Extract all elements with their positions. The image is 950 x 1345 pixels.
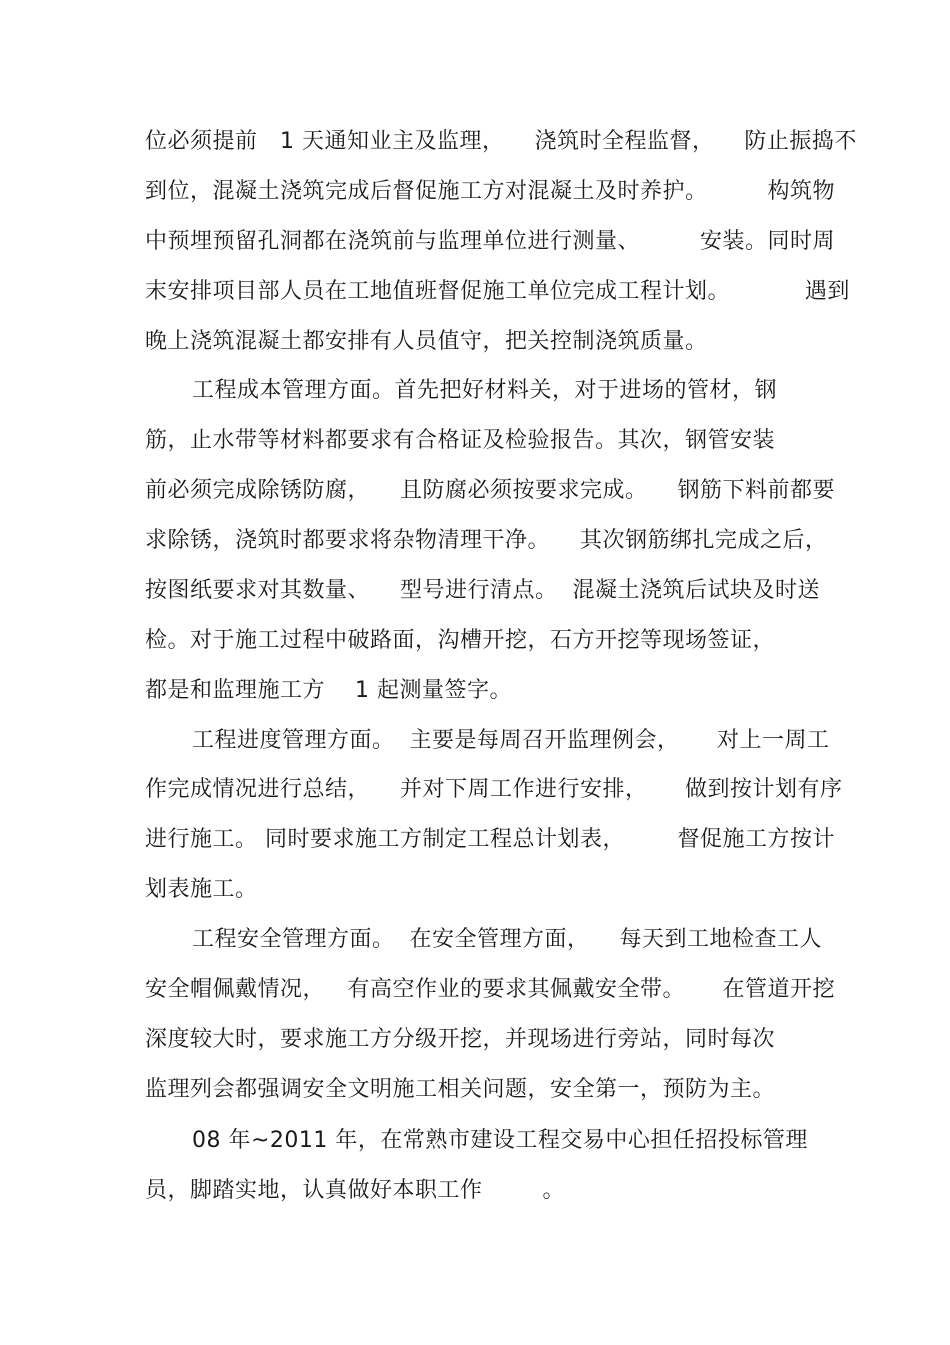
text-line: 员，脚踏实地，认真做好本职工作 。 <box>145 1178 565 1203</box>
text-line: 前必须完成除锈防腐， 且防腐必须按要求完成。 钢筋下料前都要 <box>145 478 835 503</box>
text-line: 安全帽佩戴情况， 有高空作业的要求其佩戴安全带。 在管道开挖 <box>145 977 835 1002</box>
paragraph-first-line: 08 年~2011 年，在常熟市建设工程交易中心担任招投标管理 <box>192 1128 808 1153</box>
text-line: 按图纸要求对其数量、 型号进行清点。 混凝土浇筑后试块及时送 <box>145 578 820 603</box>
text-line: 求除锈，浇筑时都要求将杂物清理干净。 其次钢筋绑扎完成之后， <box>145 528 828 553</box>
text-line: 深度较大时，要求施工方分级开挖，并现场进行旁站，同时每次 <box>145 1027 776 1052</box>
text-line: 到位，混凝土浇筑完成后督促施工方对混凝土及时养护。 构筑物 <box>145 179 835 204</box>
text-line: 位必须提前 1 天通知业主及监理， 浇筑时全程监督， 防止振捣不 <box>145 129 857 154</box>
paragraph-first-line: 工程进度管理方面。 主要是每周召开监理例会， 对上一周工 <box>192 728 830 753</box>
paragraph-first-line: 工程安全管理方面。 在安全管理方面， 每天到工地检查工人 <box>192 927 822 952</box>
text-line: 都是和监理施工方 1 起测量签字。 <box>145 678 512 703</box>
text-line: 划表施工。 <box>145 877 258 902</box>
text-line: 晚上浇筑混凝土都安排有人员值守，把关控制浇筑质量。 <box>145 329 708 354</box>
text-line: 筋，止水带等材料都要求有合格证及检验报告。其次，钢管安装 <box>145 428 776 453</box>
paragraph-first-line: 工程成本管理方面。首先把好材料关，对于进场的管材，钢 <box>192 378 778 403</box>
text-line: 末安排项目部人员在工地值班督促施工单位完成工程计划。 遇到 <box>145 279 850 304</box>
text-line: 监理列会都强调安全文明施工相关问题，安全第一，预防为主。 <box>145 1077 776 1102</box>
text-line: 进行施工。 同时要求施工方制定工程总计划表， 督促施工方按计 <box>145 827 835 852</box>
text-line: 作完成情况进行总结， 并对下周工作进行安排， 做到按计划有序 <box>145 777 843 802</box>
text-line: 中预埋预留孔洞都在浇筑前与监理单位进行测量、 安装。同时周 <box>145 229 835 254</box>
text-line: 检。对于施工过程中破路面，沟槽开挖，石方开挖等现场签证， <box>145 628 776 653</box>
